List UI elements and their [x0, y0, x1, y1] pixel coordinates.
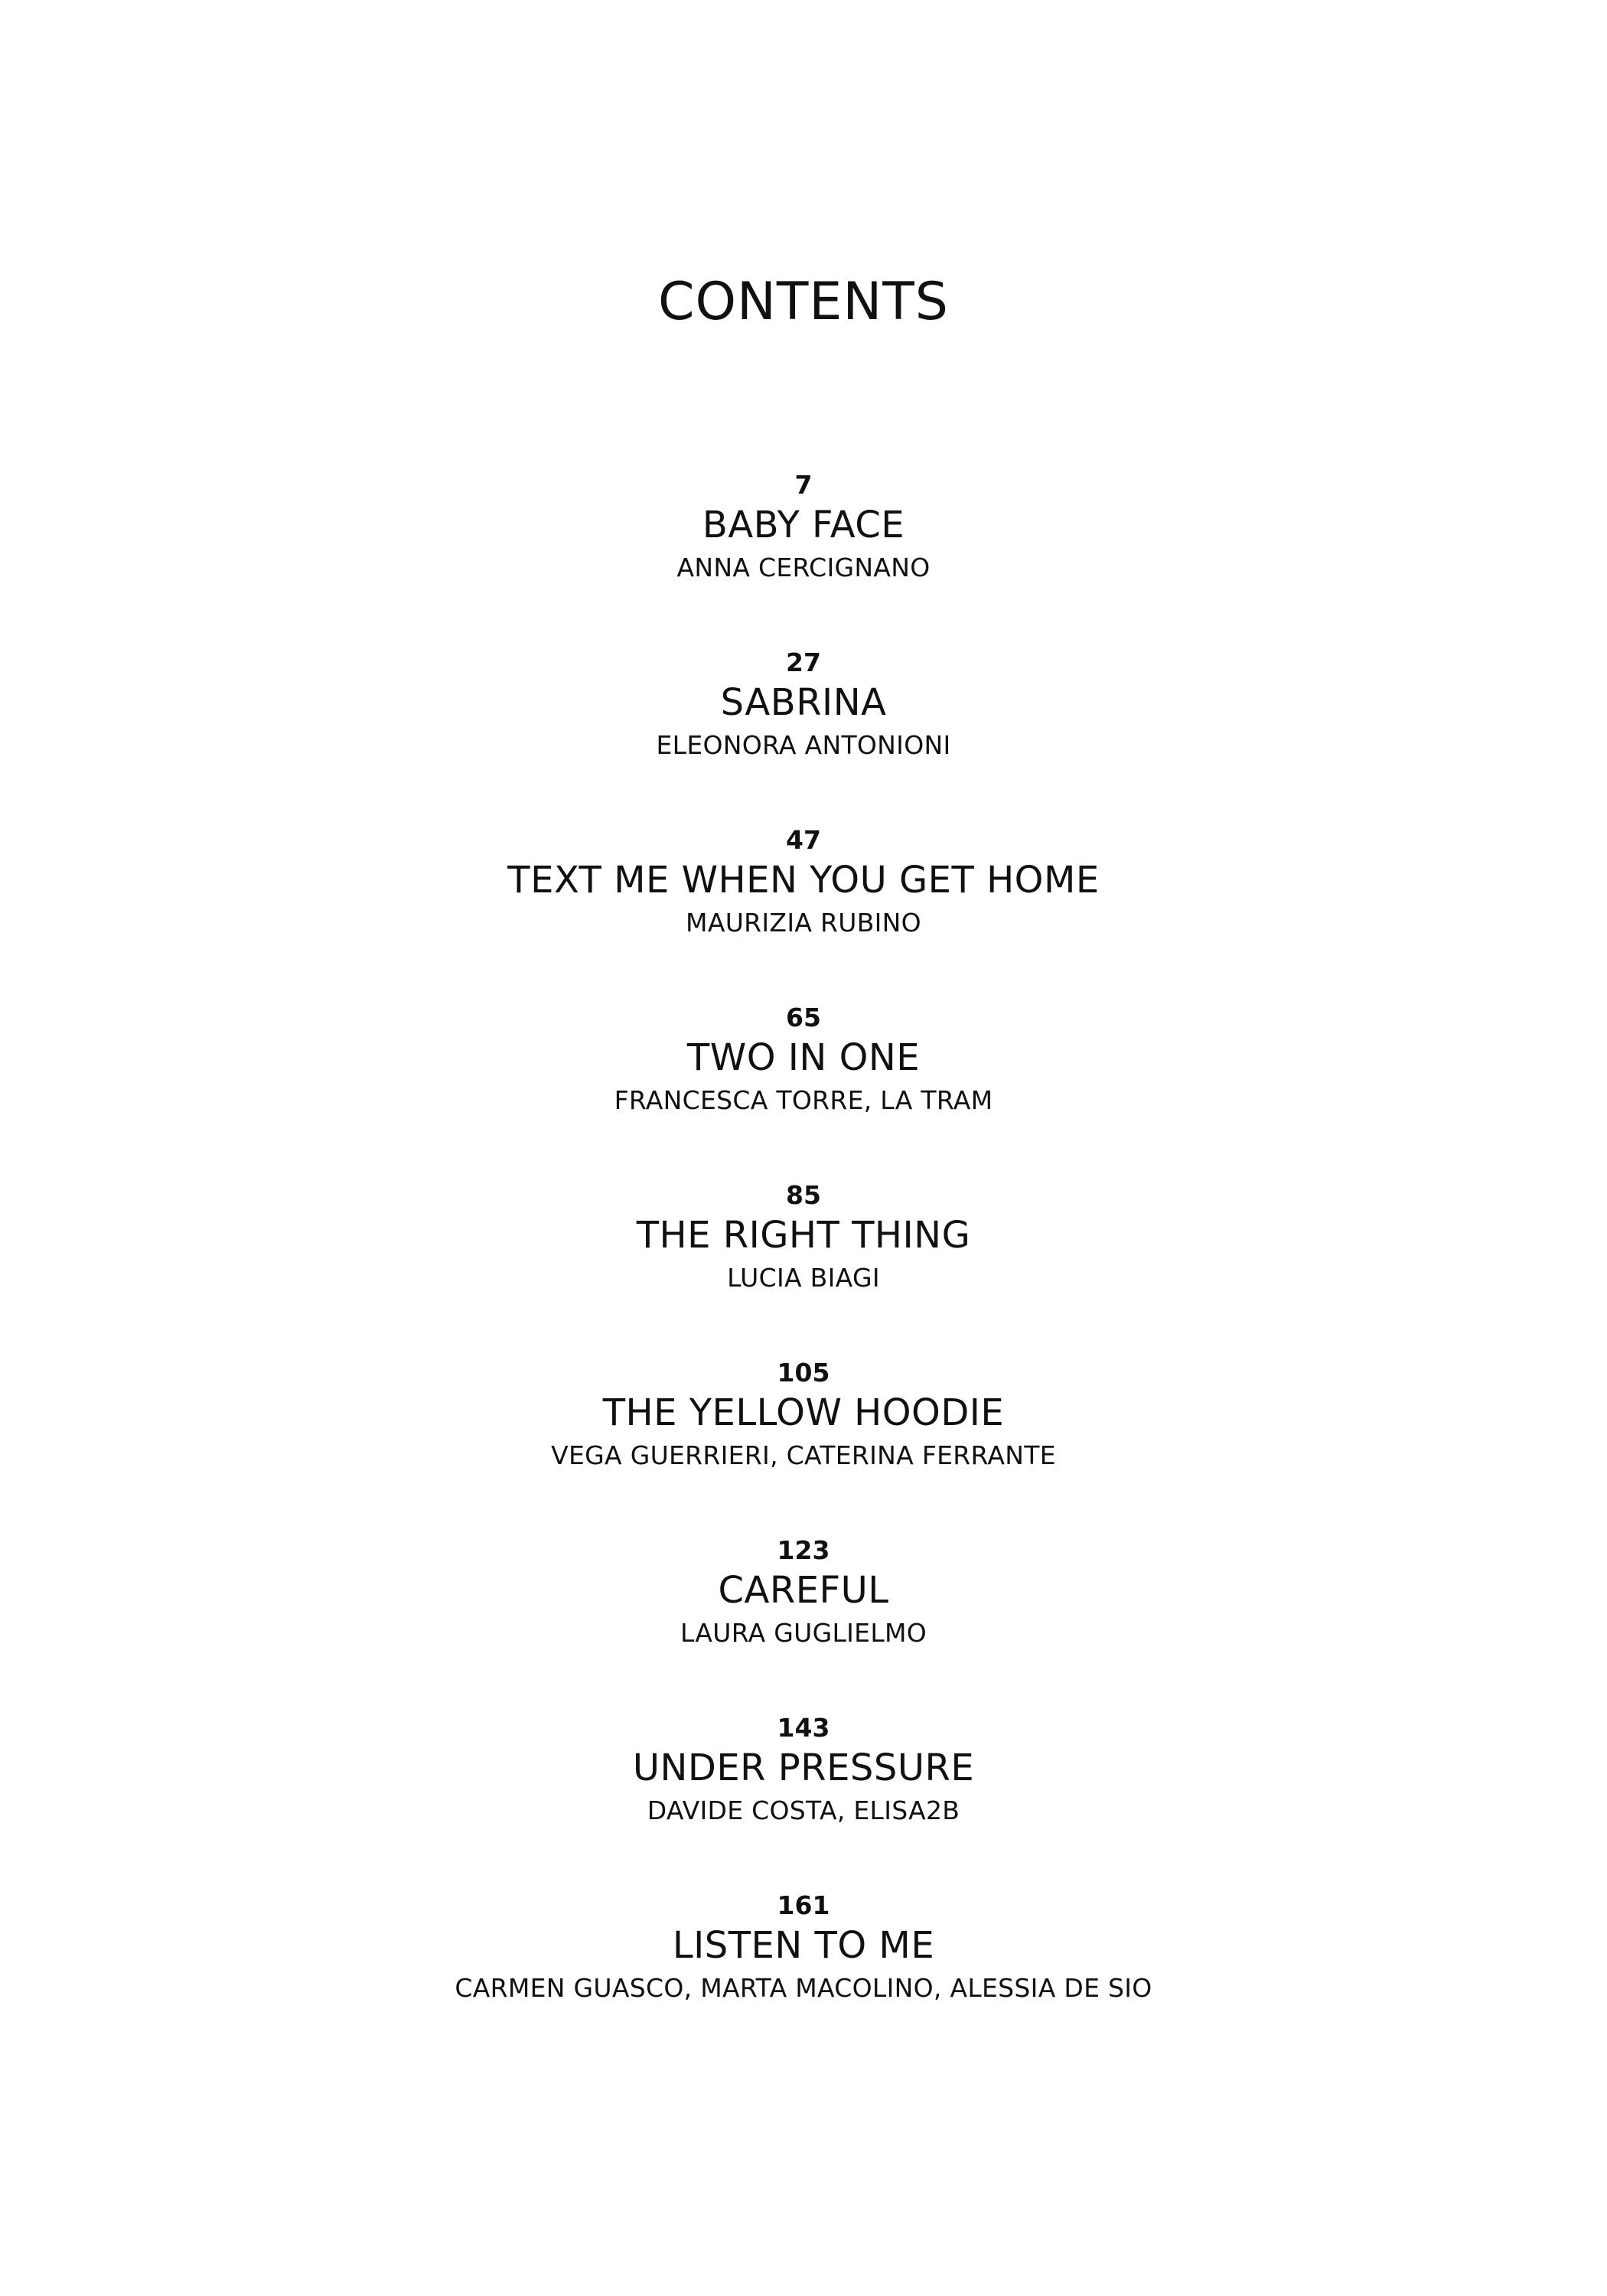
toc-story-title: LISTEN TO ME	[672, 1924, 935, 1967]
toc-page-number: 161	[777, 1890, 830, 1920]
toc-entry	[0, 1698, 1607, 1875]
toc-page-number: 85	[786, 1180, 821, 1210]
toc-entry	[0, 1165, 1607, 1342]
toc-author: VEGA GUERRIERI, CATERINA FERRANTE	[551, 1440, 1056, 1470]
toc-entry	[0, 455, 1607, 632]
toc-entry	[0, 987, 1607, 1165]
toc-page-number: 7	[794, 470, 813, 500]
toc-author: LUCIA BIAGI	[727, 1263, 880, 1293]
toc-story-title: UNDER PRESSURE	[632, 1746, 975, 1789]
toc-story-title: BABY FACE	[702, 504, 905, 546]
toc-page-number: 105	[777, 1358, 830, 1388]
toc-author: DAVIDE COSTA, ELISA2B	[647, 1795, 960, 1825]
toc-author: CARMEN GUASCO, MARTA MACOLINO, ALESSIA DE SIO	[455, 1973, 1152, 2003]
toc-author: FRANCESCA TORRE, LA TRAM	[614, 1085, 993, 1115]
toc-entry	[0, 632, 1607, 810]
toc-author: MAURIZIA RUBINO	[686, 908, 921, 938]
toc-story-title: CAREFUL	[718, 1569, 889, 1612]
toc-story-title: THE RIGHT THING	[636, 1214, 971, 1257]
toc-entry	[0, 1342, 1607, 1520]
toc-author: LAURA GUGLIELMO	[680, 1618, 927, 1648]
toc-story-title: TEXT ME WHEN YOU GET HOME	[507, 859, 1100, 902]
toc-author: ANNA CERCIGNANO	[676, 553, 931, 582]
toc-page-number: 47	[786, 825, 821, 855]
page-title: CONTENTS	[658, 272, 949, 332]
toc-page-number: 143	[777, 1713, 830, 1743]
toc-story-title: SABRINA	[720, 681, 887, 724]
toc-entry	[0, 810, 1607, 987]
toc-page-number: 65	[786, 1003, 821, 1032]
toc-story-title: THE YELLOW HOODIE	[602, 1391, 1005, 1434]
toc-story-title: TWO IN ONE	[686, 1036, 921, 1079]
toc-page-number: 123	[777, 1535, 830, 1565]
toc-entry	[0, 1875, 1607, 2053]
toc-page-number: 27	[786, 647, 821, 677]
toc-entry	[0, 1520, 1607, 1698]
table-of-contents	[0, 455, 1607, 2053]
toc-author: ELEONORA ANTONIONI	[656, 730, 951, 760]
